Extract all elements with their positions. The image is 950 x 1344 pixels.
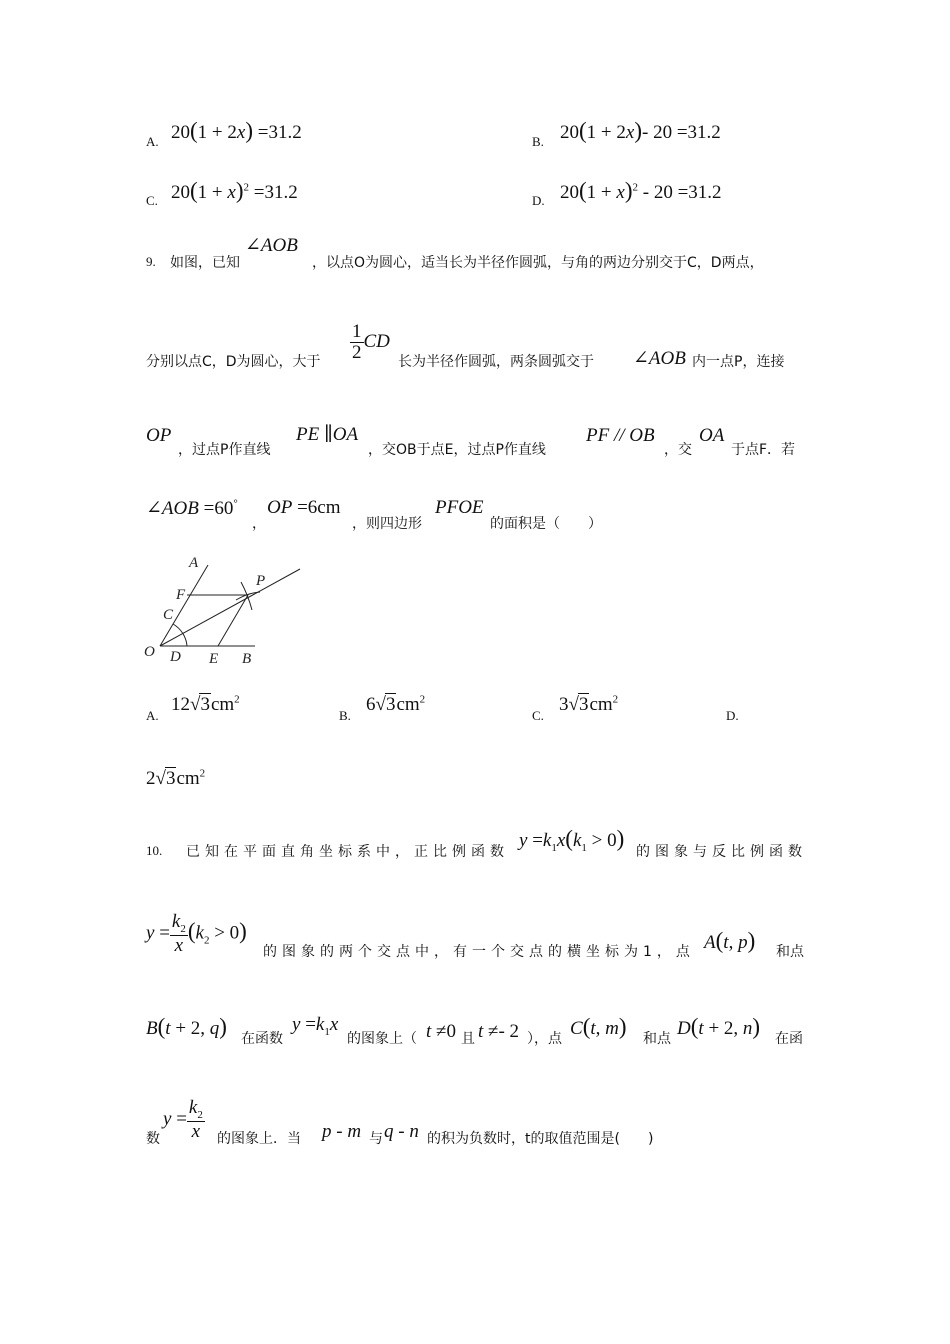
math-point-a: A(t, p): [704, 928, 756, 953]
option-formula: $20(1 + x)^2 - 20 =31.2$: [560, 178, 722, 203]
option-label: C.: [532, 708, 544, 723]
fig-label-o: O: [144, 644, 155, 660]
segment-pe: [218, 595, 248, 646]
math-pf-parallel-ob: PF // OB: [586, 425, 655, 446]
math-inverse-proportion: y = $\frac{k_2}{x}$ $(k_2 > 0)$: [146, 911, 247, 957]
fig-label-a: A: [189, 555, 199, 571]
q9-text: 分别以点C，D为圆心，大于: [146, 354, 321, 370]
fig-label-p: P: [256, 573, 266, 589]
q9-text: ，交OB于点E，过点P作直线: [368, 442, 546, 458]
q10-text: 的图象的两个交点中，有一个交点的横坐标为1，点: [263, 944, 695, 960]
q9-text: 如图，已知: [170, 255, 240, 271]
fig-label-b: B: [242, 651, 252, 667]
fig-label-c: C: [163, 607, 174, 623]
option-label: C.: [146, 193, 158, 208]
q10-text: 且: [461, 1031, 475, 1047]
q10-text: 的图象与反比例函数: [636, 844, 807, 860]
q10-text: 的积为负数时，t的取值范围是( ): [427, 1131, 654, 1147]
q10-text: 的图象上．当: [217, 1131, 301, 1147]
math-point-d: D(t + 2, n): [677, 1014, 761, 1039]
q10-text: 数: [146, 1131, 160, 1147]
math-point-b: B(t + 2, q): [146, 1014, 227, 1039]
option-label: A.: [146, 708, 159, 723]
q9-number: 9.: [146, 254, 156, 269]
math-angle-60: ∠AOB =60°: [146, 497, 238, 519]
q10-text: 的图象上（: [347, 1031, 417, 1047]
fig-label-d: D: [170, 649, 181, 665]
math-line-k1: $y =k_1x$: [292, 1014, 339, 1038]
q10-text: 在函数: [241, 1031, 283, 1047]
math-angle-aob: ∠AOB: [633, 348, 686, 369]
option-label: D.: [726, 708, 739, 723]
option-label: D.: [532, 193, 545, 208]
q9-text: ，则四边形: [352, 516, 422, 532]
fig-label-e: E: [209, 651, 219, 667]
fig-label-f: F: [176, 587, 186, 603]
math-angle-aob: ∠AOB: [245, 235, 298, 256]
q9-text: ，交: [664, 442, 692, 458]
math-t-neq-0: t ≠0: [426, 1021, 456, 1042]
math-q-minus-n: q - n: [384, 1121, 419, 1142]
q9-text: ，: [252, 516, 266, 532]
math-p-minus-m: p - m: [322, 1121, 362, 1142]
option-label: B.: [532, 134, 544, 149]
q10-number: 10.: [146, 843, 163, 858]
option-formula: 20(1 + 2x)- 20 =31.2: [560, 118, 721, 143]
math-op-length: OP =6cm: [267, 497, 341, 518]
math-half-cd: $\frac{1}{2}$ CD: [352, 321, 390, 363]
option-formula: 20(1 + 2x) =31.2: [171, 118, 302, 143]
option-formula: $20(1 + x)^2 =31.2$: [171, 178, 298, 203]
q10-text: 已知在平面直角坐标系中，正比例函数: [186, 844, 509, 860]
ray-oa: [160, 565, 208, 646]
q9-text: 于点F．若: [731, 442, 796, 458]
q10-text: ），点: [527, 1031, 562, 1047]
option-value: $12√3cm^2$: [171, 693, 240, 715]
math-pe-parallel-oa: PE ∥OA: [296, 424, 359, 445]
math-direct-proportion: $y =k_1x(k_1 > 0)$: [519, 826, 625, 854]
option-value: $2√3cm^2$: [146, 767, 206, 789]
option-value: $6√3cm^2$: [366, 693, 426, 715]
math-inverse-k2: y = $\frac{k_2}{x}$: [163, 1097, 203, 1143]
math-t-neq-neg2: t ≠- 2: [478, 1021, 520, 1042]
q9-figure: [140, 552, 310, 672]
option-value: $3√3cm^2$: [559, 693, 619, 715]
q9-text: ，以点O为圆心，适当长为半径作圆弧，与角的两边分别交于C，D两点，: [312, 255, 764, 271]
q10-text: 在函: [775, 1031, 803, 1047]
option-label: B.: [339, 708, 351, 723]
math-op: OP: [146, 425, 172, 446]
math-oa: OA: [699, 425, 725, 446]
q10-text: 与: [369, 1131, 383, 1147]
ray-op: [160, 569, 300, 646]
q9-text: 长为半径作圆弧，两条圆弧交于: [398, 354, 594, 370]
math-point-c: C(t, m): [570, 1014, 627, 1039]
math-pfoe: PFOE: [435, 497, 484, 518]
q9-text: 的面积是（ ）: [490, 516, 602, 532]
q9-text: ，过点P作直线: [178, 442, 271, 458]
option-label: A.: [146, 134, 159, 149]
q10-text: 和点: [643, 1031, 671, 1047]
q10-text: 和点: [776, 944, 804, 960]
q9-text: 内一点P，连接: [692, 354, 785, 370]
